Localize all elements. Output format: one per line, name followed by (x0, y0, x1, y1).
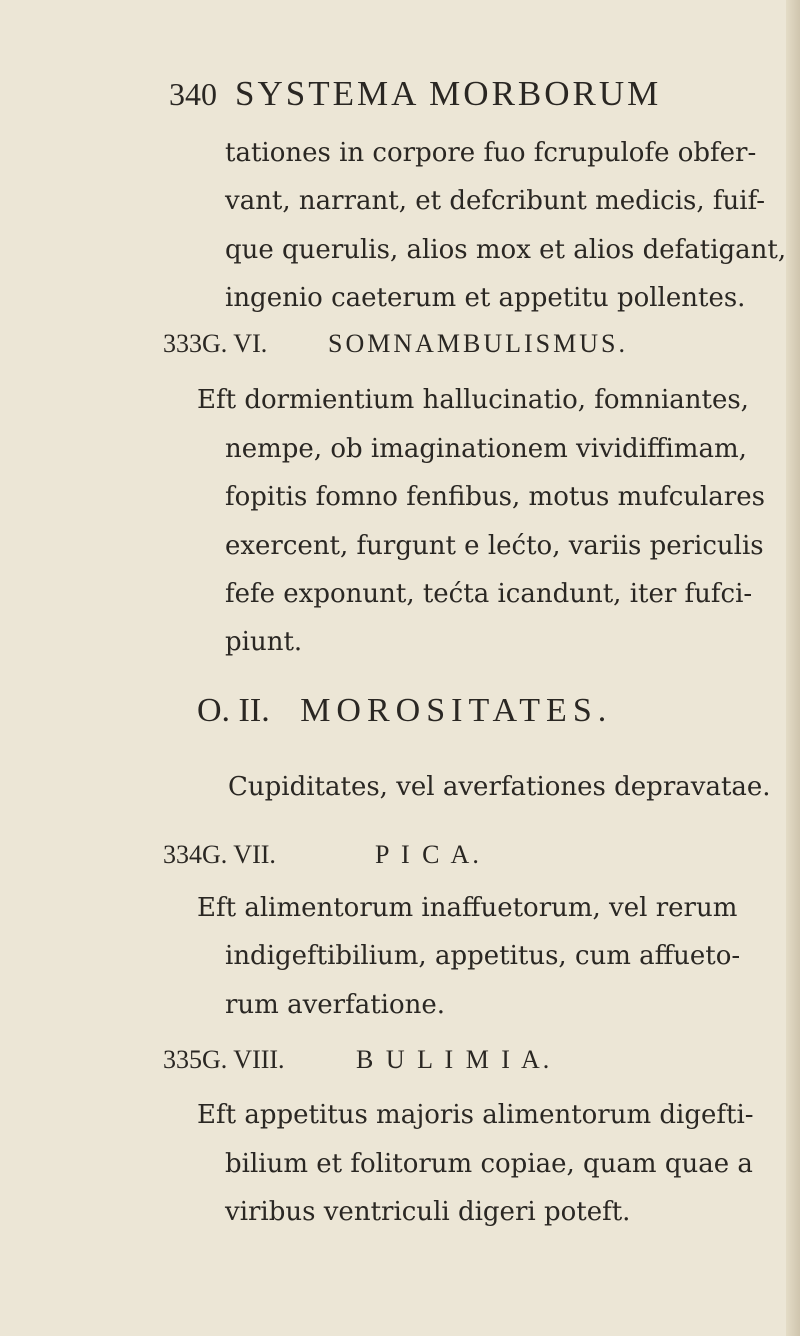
page-header (169, 74, 661, 114)
text-line: rum averfatione. (225, 990, 446, 1020)
text-line: indigeftibilium, appetitus, cum affueto- (225, 941, 741, 971)
disease-name: SOMNAMBULISMUS. (328, 329, 628, 358)
genus-label: G. VII. (202, 840, 276, 869)
order-code: O. II. (197, 692, 270, 729)
text-line: vant, narrant, et defcribunt medicis, fuif- (225, 186, 766, 216)
text-line: Eft appetitus majoris alimentorum digefti- (197, 1100, 754, 1130)
genus-label: G. VI. (202, 329, 268, 358)
order-subtitle: Cupiditates, vel averfationes depravatae. (228, 772, 771, 802)
text-line: fefe exponunt, tećta icandunt, iter fufci- (225, 579, 753, 609)
text-line: bilium et folitorum copiae, quam quae a (225, 1149, 753, 1179)
entry-heading (163, 1045, 552, 1075)
text-line: ingenio caeterum et appetitu pollentes. (225, 283, 746, 313)
text-line: nempe, ob imaginationem vividiffimam, (225, 434, 747, 464)
text-line: tationes in corpore fuo fcrupulofe obfer- (225, 138, 757, 168)
text-line: que querulis, alios mox et alios defatigant, (225, 235, 787, 265)
text-line: piunt. (225, 627, 303, 657)
entry-number: 335 (163, 1045, 202, 1074)
text-line: Eft dormientium hallucinatio, fomniantes, (197, 385, 749, 415)
text-line: viribus ventriculi digeri poteft. (225, 1197, 631, 1227)
text-line: exercent, furgunt e lećto, variis periculis (225, 531, 764, 561)
page-number: 340 (169, 76, 217, 112)
text-line: Eft alimentorum inaffuetorum, vel rerum (197, 893, 738, 923)
page-edge-shadow (786, 0, 800, 1336)
entry-number: 333 (163, 329, 202, 358)
order-heading (197, 692, 612, 730)
order-name: MOROSITATES. (300, 692, 613, 729)
disease-name: B U L I M I A. (356, 1045, 553, 1074)
entry-heading (163, 840, 482, 870)
entry-heading (163, 329, 628, 359)
disease-name: P I C A. (375, 840, 482, 869)
running-title: SYSTEMA MORBORUM (235, 74, 662, 113)
entry-number: 334 (163, 840, 202, 869)
text-line: fopitis fomno fenfibus, motus mufculares (225, 482, 765, 512)
genus-label: G. VIII. (202, 1045, 285, 1074)
